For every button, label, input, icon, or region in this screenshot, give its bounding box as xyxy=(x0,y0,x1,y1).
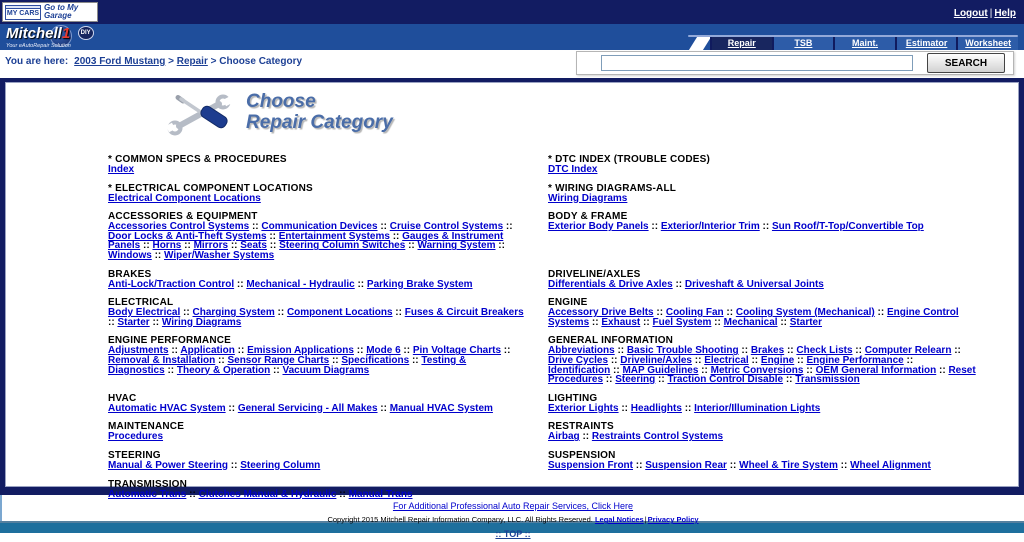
category-link[interactable]: Abbreviations xyxy=(548,345,615,357)
link-separator: :: xyxy=(655,374,668,386)
link-separator: :: xyxy=(579,431,592,443)
category-link[interactable]: Wiring Diagrams xyxy=(161,316,242,328)
category-link[interactable]: Mirrors xyxy=(193,240,229,252)
category-link[interactable]: Communication Devices xyxy=(261,221,378,233)
category-section xyxy=(548,451,976,480)
link-separator: :: xyxy=(803,364,816,376)
link-separator: :: xyxy=(225,402,238,414)
separator: | xyxy=(644,515,647,524)
mitchell1-logo xyxy=(6,25,94,49)
link-separator: :: xyxy=(234,278,247,290)
category-link[interactable]: Engine Performance xyxy=(806,354,904,366)
category-section xyxy=(108,155,548,184)
link-separator: :: xyxy=(648,221,661,233)
breadcrumb-current: Choose Category xyxy=(219,56,303,67)
category-link[interactable]: Interior/Illumination Lights xyxy=(694,402,821,414)
category-link[interactable]: Parking Brake System xyxy=(366,278,473,290)
category-section xyxy=(548,298,976,336)
category-link[interactable]: Removal & Installation xyxy=(108,354,216,366)
link-separator: :: xyxy=(503,221,513,233)
category-link[interactable]: Airbag xyxy=(548,431,580,443)
category-link[interactable]: OEM General Information xyxy=(815,364,937,376)
category-links xyxy=(548,165,976,175)
link-separator: :: xyxy=(837,459,851,471)
category-link[interactable]: Suspension Front xyxy=(548,459,633,471)
link-separator: :: xyxy=(249,221,262,233)
category-section xyxy=(548,336,976,393)
main-tabs xyxy=(710,37,1018,50)
link-separator: :: xyxy=(140,240,153,252)
category-link[interactable]: Sensor Range Charts xyxy=(227,354,330,366)
link-separator: :: xyxy=(691,354,705,366)
category-link[interactable]: Specifications xyxy=(341,354,410,366)
category-link[interactable]: Differentials & Drive Axles xyxy=(548,278,673,290)
link-separator: :: xyxy=(377,402,390,414)
category-section xyxy=(108,212,548,269)
category-section xyxy=(108,394,548,423)
category-link[interactable]: Vacuum Diagrams xyxy=(282,364,370,376)
category-heading: BODY & FRAME xyxy=(548,211,628,223)
tab-worksheet[interactable]: Worksheet xyxy=(956,37,1018,50)
separator: | xyxy=(989,8,993,19)
category-link[interactable]: Wiring Diagrams xyxy=(548,192,628,204)
link-separator: :: xyxy=(164,364,177,376)
link-separator: :: xyxy=(354,278,367,290)
breadcrumb-separator: > xyxy=(165,56,177,67)
category-link[interactable]: Starter xyxy=(117,316,150,328)
category-link[interactable]: Sun Roof/T-Top/Convertible Top xyxy=(771,221,924,233)
category-heading: BRAKES xyxy=(108,268,152,280)
link-separator: :: xyxy=(389,230,403,242)
category-links xyxy=(548,432,976,442)
link-separator: :: xyxy=(589,316,602,328)
link-separator: :: xyxy=(723,307,736,319)
link-separator: :: xyxy=(672,278,685,290)
category-link[interactable]: Check Lists xyxy=(796,345,853,357)
link-separator: :: xyxy=(852,345,865,357)
category-link[interactable]: Headlights xyxy=(630,402,682,414)
category-link[interactable]: Fuel System xyxy=(652,316,712,328)
category-link[interactable]: Manual HVAC System xyxy=(389,402,493,414)
category-heading: * DTC INDEX (TROUBLE CODES) xyxy=(548,154,711,165)
category-heading: ELECTRICAL xyxy=(108,297,174,309)
category-link[interactable]: Computer Relearn xyxy=(864,345,952,357)
link-separator: :: xyxy=(903,354,914,366)
link-separator: :: xyxy=(748,354,761,366)
page-title xyxy=(246,91,393,133)
link-separator: :: xyxy=(608,354,621,366)
category-link[interactable]: Exhaust xyxy=(601,316,641,328)
category-link[interactable]: DTC Index xyxy=(548,164,598,175)
category-link[interactable]: Gauges & Instrument Panels xyxy=(108,230,504,252)
link-separator: :: xyxy=(777,316,790,328)
category-link[interactable]: Horns xyxy=(152,240,182,252)
link-separator: :: xyxy=(215,354,228,366)
search-input[interactable] xyxy=(601,55,913,71)
category-links xyxy=(548,194,976,204)
category-links xyxy=(108,280,524,290)
link-separator: :: xyxy=(653,307,666,319)
legal-notices-link[interactable]: Legal Notices xyxy=(594,515,644,524)
category-link[interactable]: Application xyxy=(180,345,235,357)
category-link[interactable]: Charging System xyxy=(192,307,275,319)
category-links xyxy=(548,280,976,290)
category-link[interactable]: Seats xyxy=(240,240,267,252)
category-link[interactable]: Wiper/Washer Systems xyxy=(164,249,275,261)
category-heading: LIGHTING xyxy=(548,392,598,404)
category-link[interactable]: Automatic Trans xyxy=(108,488,187,500)
category-table xyxy=(108,155,976,508)
category-link[interactable]: Suspension Rear xyxy=(645,459,727,471)
link-separator: :: xyxy=(392,307,405,319)
category-link[interactable]: Mechanical xyxy=(723,316,778,328)
category-heading: ENGINE PERFORMANCE xyxy=(108,335,232,347)
category-link[interactable]: Warning System xyxy=(417,240,496,252)
category-link[interactable]: Cooling Fan xyxy=(665,307,724,319)
category-link[interactable]: Driveline/Axles xyxy=(620,354,692,366)
category-links xyxy=(108,194,524,204)
category-heading: TRANSMISSION xyxy=(108,478,188,490)
category-link[interactable]: Clutches Manual & Hydraulic xyxy=(198,488,337,500)
category-section xyxy=(548,212,976,269)
additional-services-link[interactable]: For Additional Professional Auto Repair Services, Click Here xyxy=(392,501,634,511)
link-separator: :: xyxy=(270,364,283,376)
logo-tagline: Your eAutoRepair Solution xyxy=(6,43,71,49)
link-separator: :: xyxy=(698,364,711,376)
top-bar xyxy=(0,0,1024,24)
category-heading: * WIRING DIAGRAMS-ALL xyxy=(548,182,677,194)
category-links xyxy=(548,461,976,471)
category-links xyxy=(548,346,976,384)
go-to-my-garage-label: Go to My Garage xyxy=(44,2,79,20)
logout-link[interactable]: Logout xyxy=(953,8,988,19)
category-links xyxy=(548,222,976,232)
category-link[interactable]: Wheel Alignment xyxy=(850,459,931,471)
link-separator: :: xyxy=(228,459,241,471)
category-section xyxy=(108,336,548,393)
tab-estimator[interactable]: Estimator xyxy=(895,37,957,50)
category-heading: DRIVELINE/AXLES xyxy=(548,268,641,280)
breadcrumb-separator: > xyxy=(207,56,220,67)
repair-tools-icon xyxy=(166,91,232,137)
main-panel xyxy=(5,82,1019,500)
category-link[interactable]: Steering Column xyxy=(240,459,321,471)
link-separator: :: xyxy=(266,230,279,242)
category-heading: RESTRAINTS xyxy=(548,421,614,433)
link-separator: :: xyxy=(603,374,616,386)
category-heading: HVAC xyxy=(108,392,137,404)
category-link[interactable]: Basic Trouble Shooting xyxy=(626,345,739,357)
category-section xyxy=(548,270,976,299)
link-separator: :: xyxy=(610,364,623,376)
category-link[interactable]: Transmission xyxy=(795,374,860,386)
category-link[interactable]: Wheel & Tire System xyxy=(739,459,838,471)
category-link[interactable]: Steering xyxy=(615,374,656,386)
category-links xyxy=(548,308,976,327)
link-separator: :: xyxy=(234,345,248,357)
link-separator: :: xyxy=(784,345,797,357)
category-link[interactable]: Windows xyxy=(108,249,152,261)
category-link[interactable]: Door Locks & Anti-Theft Systems xyxy=(108,230,267,242)
link-separator: :: xyxy=(711,316,724,328)
category-link[interactable]: Testing & Diagnostics xyxy=(108,354,467,376)
link-separator: :: xyxy=(614,345,627,357)
link-separator: :: xyxy=(681,402,695,414)
category-link[interactable]: Metric Conversions xyxy=(710,364,804,376)
category-link[interactable]: Manual Trans xyxy=(348,488,413,500)
category-link[interactable]: Exterior Body Panels xyxy=(548,221,649,233)
breadcrumb-link[interactable]: 2003 Ford Mustang xyxy=(74,56,166,67)
category-link[interactable]: MAP Guidelines xyxy=(622,364,699,376)
subheader xyxy=(0,50,1024,78)
category-heading: SUSPENSION xyxy=(548,449,616,461)
category-links xyxy=(108,308,524,327)
link-separator: :: xyxy=(181,240,194,252)
search-bar xyxy=(576,51,1014,75)
copyright-text: Copyright 2015 Mitchell Repair Information Company, LLC. All Rights Reserved. xyxy=(327,515,593,524)
help-link[interactable]: Help xyxy=(994,8,1016,19)
category-link[interactable]: Driveshaft & Universal Joints xyxy=(684,278,824,290)
category-section xyxy=(548,155,976,184)
category-link[interactable]: Cooling System (Mechanical) xyxy=(735,307,875,319)
category-link[interactable]: Electrical Component Locations xyxy=(108,192,261,204)
breadcrumb-link[interactable]: Repair xyxy=(176,56,208,67)
category-links xyxy=(108,404,524,414)
category-link[interactable]: Adjustments xyxy=(108,345,169,357)
category-links xyxy=(108,222,524,260)
link-separator: :: xyxy=(329,354,342,366)
category-link[interactable]: Exterior Lights xyxy=(548,402,619,414)
logo-text: Mitchell1 xyxy=(6,25,71,42)
link-separator: :: xyxy=(738,345,751,357)
category-link[interactable]: Exterior/Interior Trim xyxy=(660,221,760,233)
link-separator: :: xyxy=(108,316,118,328)
go-to-my-garage-button[interactable] xyxy=(2,2,98,22)
category-link[interactable]: Emission Applications xyxy=(247,345,354,357)
category-links xyxy=(108,461,524,471)
category-link[interactable]: Component Locations xyxy=(286,307,393,319)
breadcrumb xyxy=(5,56,302,67)
category-heading: MAINTENANCE xyxy=(108,421,185,433)
swoosh-decoration xyxy=(689,37,711,50)
category-section xyxy=(108,422,548,451)
link-separator: :: xyxy=(874,307,887,319)
category-link[interactable]: Procedures xyxy=(108,431,164,443)
category-link[interactable]: Pin Voltage Charts xyxy=(412,345,502,357)
category-link[interactable]: Mode 6 xyxy=(366,345,401,357)
category-heading: STEERING xyxy=(108,449,161,461)
link-separator: :: xyxy=(495,240,505,252)
category-link[interactable]: Automatic HVAC System xyxy=(108,402,226,414)
category-link[interactable]: Reset Procedures xyxy=(548,364,976,386)
tab-tsb[interactable]: TSB xyxy=(772,37,834,50)
link-separator: :: xyxy=(405,240,418,252)
category-links xyxy=(108,165,524,175)
category-heading: * ELECTRICAL COMPONENT LOCATIONS xyxy=(108,182,313,194)
category-link[interactable]: Mechanical - Hydraulic xyxy=(246,278,355,290)
category-link[interactable]: Engine Control Systems xyxy=(548,307,959,328)
link-separator: :: xyxy=(794,354,807,366)
page-title-block xyxy=(166,91,1018,143)
link-separator: :: xyxy=(228,240,241,252)
link-separator: :: xyxy=(640,316,653,328)
category-link[interactable]: General Servicing - All Makes xyxy=(237,402,378,414)
privacy-policy-link[interactable]: Privacy Policy xyxy=(647,515,699,524)
content-frame xyxy=(0,78,1024,500)
category-heading: ACCESSORIES & EQUIPMENT xyxy=(108,211,258,223)
link-separator: :: xyxy=(274,307,287,319)
category-link[interactable]: Electrical xyxy=(704,354,749,366)
top-link[interactable]: :: TOP :: xyxy=(495,529,531,539)
category-link[interactable]: Fuses & Circuit Breakers xyxy=(404,307,524,319)
category-links xyxy=(108,346,524,375)
category-link[interactable]: Theory & Operation xyxy=(176,364,271,376)
link-separator: :: xyxy=(336,488,349,500)
link-separator: :: xyxy=(633,459,646,471)
category-link[interactable]: Anti-Lock/Traction Control xyxy=(108,278,235,290)
category-link[interactable]: Identification xyxy=(548,364,611,376)
category-link[interactable]: Engine xyxy=(760,354,795,366)
category-section xyxy=(548,394,976,423)
my-cars-plate-icon xyxy=(5,5,41,20)
tab-maint[interactable]: Maint. xyxy=(833,37,895,50)
category-link[interactable]: Index xyxy=(108,164,135,175)
category-link[interactable]: Accessories Control Systems xyxy=(108,221,250,233)
category-section xyxy=(548,184,976,213)
category-link[interactable]: Restraints Control Systems xyxy=(591,431,724,443)
category-heading: * COMMON SPECS & PROCEDURES xyxy=(108,154,287,165)
link-separator: :: xyxy=(168,345,181,357)
link-separator: :: xyxy=(353,345,367,357)
link-separator: :: xyxy=(149,316,162,328)
link-separator: :: xyxy=(951,345,961,357)
category-link[interactable]: Accessory Drive Belts xyxy=(548,307,654,319)
page-title-line2: Repair Category xyxy=(246,112,393,133)
link-separator: :: xyxy=(936,364,949,376)
link-separator: :: xyxy=(759,221,772,233)
category-section xyxy=(108,184,548,213)
category-section xyxy=(548,422,976,451)
category-heading: ENGINE xyxy=(548,297,588,309)
brand-bar xyxy=(0,24,1024,50)
category-section xyxy=(108,298,548,336)
category-link[interactable]: Brakes xyxy=(750,345,785,357)
page-title-line1: Choose xyxy=(246,91,316,112)
tab-repair[interactable]: Repair xyxy=(710,37,772,50)
diy-badge: DIY xyxy=(78,26,94,40)
link-separator: :: xyxy=(377,221,390,233)
link-separator: :: xyxy=(186,488,199,500)
breadcrumb-prefix: You are here: xyxy=(5,56,69,67)
category-link[interactable]: Drive Cycles xyxy=(548,354,609,366)
link-separator: :: xyxy=(409,354,422,366)
category-section xyxy=(108,270,548,299)
link-separator: :: xyxy=(783,374,796,386)
category-links xyxy=(108,432,524,442)
category-link[interactable]: Manual & Power Steering xyxy=(108,459,229,471)
link-separator: :: xyxy=(266,240,280,252)
category-link[interactable]: Entertainment Systems xyxy=(278,230,390,242)
my-cars-plate-text: MY CARS xyxy=(6,9,40,17)
category-link[interactable]: Starter xyxy=(789,316,823,328)
category-link[interactable]: Traction Control Disable xyxy=(667,374,784,386)
link-separator: :: xyxy=(726,459,740,471)
link-separator: :: xyxy=(180,307,193,319)
link-separator: :: xyxy=(400,345,413,357)
category-section xyxy=(108,451,548,480)
link-separator: :: xyxy=(501,345,511,357)
category-link[interactable]: Cruise Control Systems xyxy=(389,221,504,233)
category-link[interactable]: Body Electrical xyxy=(108,307,181,319)
category-links xyxy=(548,404,976,414)
link-separator: :: xyxy=(618,402,631,414)
search-button[interactable]: SEARCH xyxy=(927,53,1005,73)
link-separator: :: xyxy=(151,249,165,261)
category-link[interactable]: Steering Column Switches xyxy=(279,240,406,252)
category-heading: GENERAL INFORMATION xyxy=(548,335,674,347)
